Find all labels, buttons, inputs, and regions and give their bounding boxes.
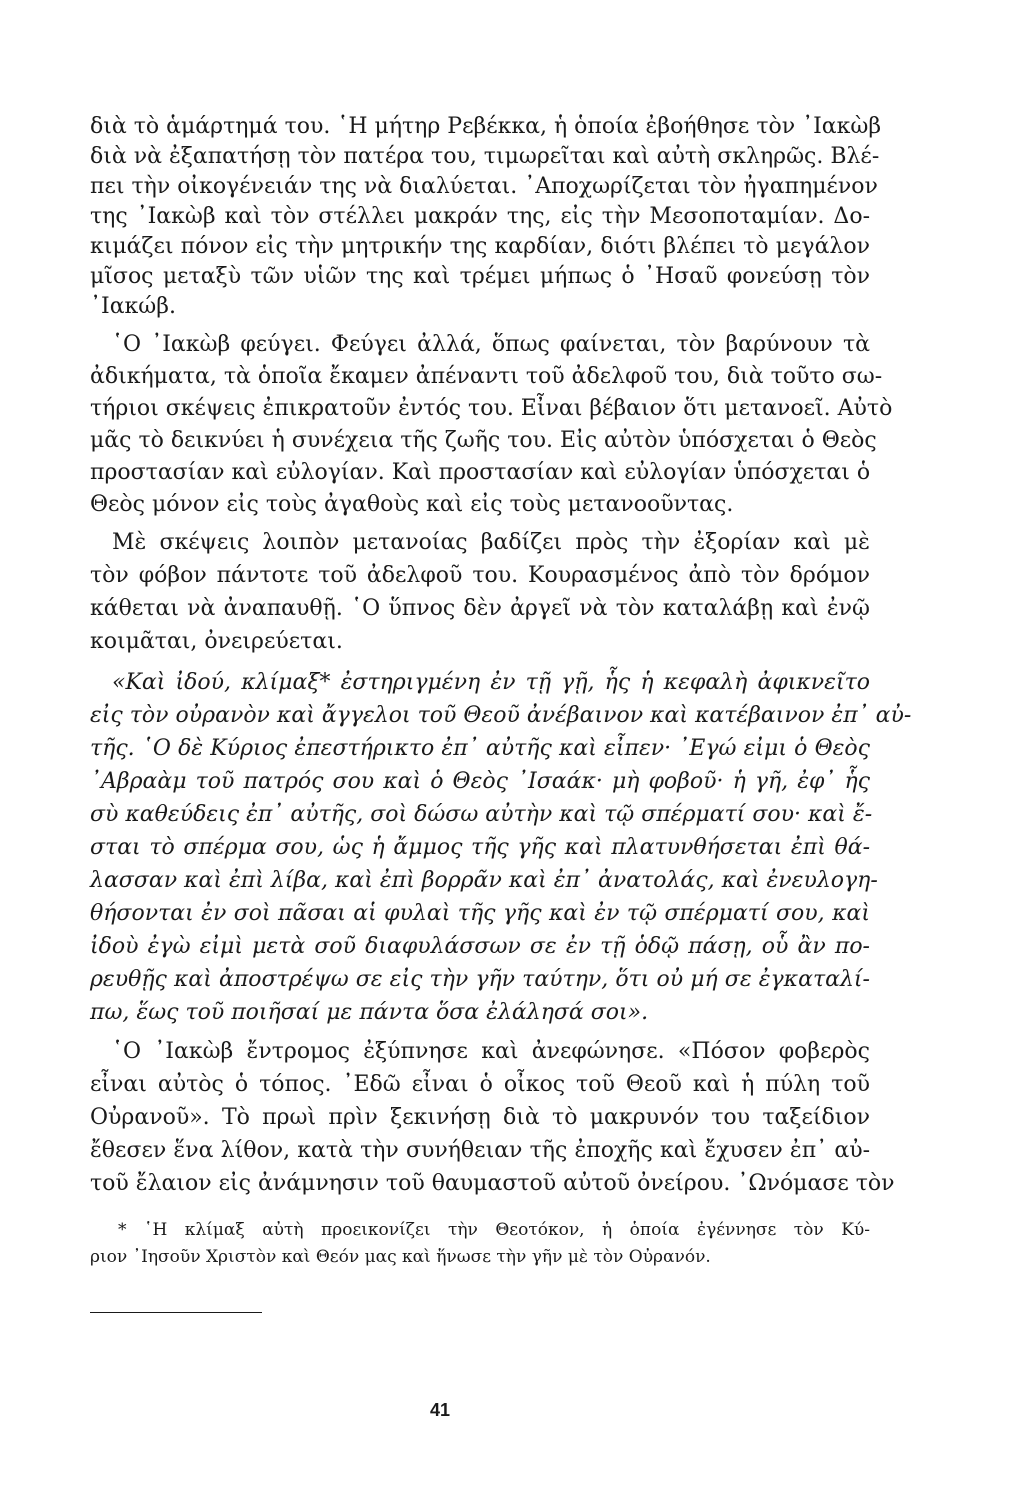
text-line: προστασίαν καὶ εὐλογίαν. Καὶ προστασίαν καὶ εὐλογίαν ὑπόσχεται ὁ: [90, 460, 871, 485]
footnote-line: ριον ᾿Ιησοῦν Χριστὸν καὶ Θεόν μας καὶ ἥνωσε τὴν γῆν μὲ τὸν Οὐρανόν.: [90, 1247, 711, 1267]
text-line: μᾶς τὸ δεικνύει ἡ συνέχεια τῆς ζωῆς του. Εἰς αὐτὸν ὑπόσχεται ὁ Θεὸς: [90, 428, 877, 453]
text-line: κοιμᾶται, ὀνειρεύεται.: [90, 629, 343, 654]
text-line: κιμάζει πόνον εἰς τὴν μητρικήν της καρδίαν, διότι βλέπει τὸ μεγάλον: [90, 234, 870, 259]
quote-line: πω, ἕως τοῦ ποιῆσαί με πάντα ὅσα ἐλάλησά σοι».: [90, 1000, 649, 1025]
footnote-line: * ῾Η κλίμαξ αὐτὴ προεικονίζει τὴν Θεοτόκον, ἡ ὁποία ἐγέννησε τὸν Κύ-: [118, 1220, 870, 1240]
text-line: ᾿Ιακώβ.: [90, 294, 176, 319]
quote-line: θήσονται ἐν σοὶ πᾶσαι αἱ φυλαὶ τῆς γῆς καὶ ἐν τῷ σπέρματί σου, καὶ: [90, 901, 870, 926]
quote-line: λασσαν καὶ ἐπὶ λίβα, καὶ ἐπὶ βορρᾶν καὶ ἐπ᾿ ἀνατολάς, καὶ ἐνευλογη-: [90, 868, 878, 893]
text-line: πει τὴν οἰκογένειάν της νὰ διαλύεται. ᾿Αποχωρίζεται τὸν ἠγαπημένον: [90, 174, 878, 199]
text-line: μῖσος μεταξὺ τῶν υἱῶν της καὶ τρέμει μήπως ὁ ᾿Ησαῦ φονεύσῃ τὸν: [90, 264, 870, 289]
quote-line: εἰς τὸν οὐρανὸν καὶ ἄγγελοι τοῦ Θεοῦ ἀνέβαινον καὶ κατέβαινον ἐπ᾿ αὐ-: [90, 703, 912, 728]
quote-line: ρευθῇς καὶ ἀποστρέψω σε εἰς τὴν γῆν ταύτην, ὅτι οὐ μή σε ἐγκαταλί-: [90, 967, 870, 992]
quote-line: «Καὶ ἰδού, κλίμαξ* ἐστηριγμένη ἐν τῇ γῇ, ἧς ἡ κεφαλὴ ἀφικνεῖτο: [112, 670, 870, 695]
quote-line: ἰδοὺ ἐγὼ εἰμὶ μετὰ σοῦ διαφυλάσσων σε ἐν τῇ ὁδῷ πάσῃ, οὗ ἂν πο-: [90, 934, 870, 959]
text-line: Θεὸς μόνον εἰς τοὺς ἀγαθοὺς καὶ εἰς τοὺς μετανοοῦντας.: [90, 492, 734, 517]
text-line: Οὐρανοῦ». Τὸ πρωὶ πρὶν ξεκινήσῃ διὰ τὸ μακρυνόν του ταξείδιον: [90, 1105, 870, 1130]
page-number: 41: [429, 1400, 451, 1420]
text-line: Μὲ σκέψεις λοιπὸν μετανοίας βαδίζει πρὸς τὴν ἐξορίαν καὶ μὲ: [112, 530, 870, 555]
text-line: ἀδικήματα, τὰ ὁποῖα ἔκαμεν ἀπέναντι τοῦ ἀδελφοῦ του, διὰ τοῦτο σω-: [90, 364, 883, 389]
text-line: ῾Ο ᾿Ιακὼβ ἔντρομος ἐξύπνησε καὶ ἀνεφώνησε. «Πόσον φοβερὸς: [112, 1039, 870, 1064]
text-line: διὰ νὰ ἐξαπατήσῃ τὸν πατέρα του, τιμωρεῖται καὶ αὐτὴ σκληρῶς. Βλέ-: [90, 144, 880, 169]
quote-line: σὺ καθεύδεις ἐπ᾿ αὐτῆς, σοὶ δώσω αὐτὴν καὶ τῷ σπέρματί σου· καὶ ἔ-: [90, 802, 873, 827]
text-line: ῾Ο ᾿Ιακὼβ φεύγει. Φεύγει ἀλλά, ὅπως φαίνεται, τὸν βαρύνουν τὰ: [112, 332, 870, 357]
text-line: τὸν φόβον πάντοτε τοῦ ἀδελφοῦ του. Κουρασμένος ἀπὸ τὸν δρόμον: [90, 563, 870, 588]
quote-line: σται τὸ σπέρμα σου, ὡς ἡ ἄμμος τῆς γῆς καὶ πλατυνθήσεται ἐπὶ θά-: [90, 835, 870, 860]
footnote-rule: [90, 1312, 262, 1313]
text-line: κάθεται νὰ ἀναπαυθῇ. ῾Ο ὕπνος δὲν ἀργεῖ νὰ τὸν καταλάβῃ καὶ ἐνῷ: [90, 596, 870, 621]
text-line: διὰ τὸ ἁμάρτημά του. ῾Η μήτηρ Ρεβέκκα, ἡ ὁποία ἐβοήθησε τὸν ᾿Ιακὼβ: [90, 114, 882, 139]
text-line: ἔθεσεν ἕνα λίθον, κατὰ τὴν συνήθειαν τῆς ἐποχῆς καὶ ἔχυσεν ἐπ᾿ αὐ-: [90, 1138, 870, 1163]
quote-line: ᾿Αβραὰμ τοῦ πατρός σου καὶ ὁ Θεὸς ᾿Ισαάκ· μὴ φοβοῦ· ἡ γῆ, ἐφ᾿ ἧς: [90, 769, 870, 794]
text-line: τοῦ ἔλαιον εἰς ἀνάμνησιν τοῦ θαυμαστοῦ αὐτοῦ ὀνείρου. ᾿Ωνόμασε τὸν: [90, 1171, 895, 1196]
quote-line: τῆς. ῾Ο δὲ Κύριος ἐπεστήρικτο ἐπ᾿ αὐτῆς καὶ εἶπεν· ᾿Εγώ εἰμι ὁ Θεὸς: [90, 736, 870, 761]
text-line: της ᾿Ιακὼβ καὶ τὸν στέλλει μακράν της, εἰς τὴν Μεσοποταμίαν. Δο-: [90, 204, 870, 229]
text-line: τήριοι σκέψεις ἐπικρατοῦν ἐντός του. Εἶναι βέβαιον ὅτι μετανοεῖ. Αὐτὸ: [90, 396, 893, 421]
text-line: εἶναι αὐτὸς ὁ τόπος. ᾿Εδῶ εἶναι ὁ οἶκος τοῦ Θεοῦ καὶ ἡ πύλη τοῦ: [90, 1072, 870, 1097]
